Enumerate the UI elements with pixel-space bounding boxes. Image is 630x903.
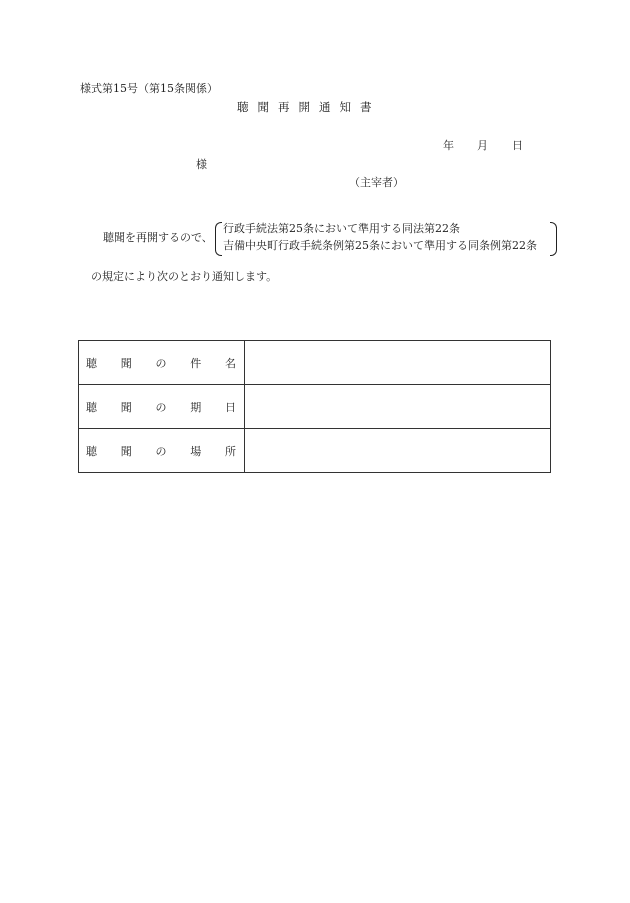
document-title: 聴聞再開通知書 xyxy=(237,100,381,114)
hearing-place-value-cell[interactable] xyxy=(245,429,551,473)
label-char: 所 xyxy=(225,444,236,458)
label-char: 件 xyxy=(190,356,202,370)
addressee-honorific: 様 xyxy=(196,158,207,171)
table-row xyxy=(79,429,551,473)
date-month-label: 月 xyxy=(477,139,488,152)
law-reference-line-2: 吉備中央町行政手続条例第25条において準用する同条例第22条 xyxy=(223,239,537,252)
label-char: の xyxy=(155,444,167,458)
body-suffix-text: の規定により次のとおり通知します。 xyxy=(91,270,278,283)
label-char: 聞 xyxy=(120,356,132,370)
label-char: 名 xyxy=(225,356,236,370)
date-year-label: 年 xyxy=(443,139,454,152)
hearing-date-value-cell[interactable] xyxy=(245,385,551,429)
table-row xyxy=(79,385,551,429)
presider-label: （主宰者） xyxy=(349,176,404,189)
body-prefix-text: 聴聞を再開するので、 xyxy=(103,231,213,244)
label-char: 聴 xyxy=(86,400,97,414)
law-reference-line-1: 行政手続法第25条において準用する同法第22条 xyxy=(223,222,460,235)
label-char: 聞 xyxy=(120,400,132,414)
label-char: の xyxy=(155,400,167,414)
label-char: 日 xyxy=(225,400,236,414)
row-label-hearing-subject xyxy=(79,341,245,385)
left-brace xyxy=(215,222,222,256)
hearing-details-table xyxy=(78,340,551,473)
form-number: 様式第15号（第15条関係） xyxy=(80,82,218,95)
label-char: 聴 xyxy=(86,444,97,458)
row-label-hearing-date xyxy=(79,385,245,429)
label-char: 聞 xyxy=(120,444,132,458)
label-char: 期 xyxy=(190,400,202,414)
right-brace xyxy=(550,222,557,256)
label-char: 場 xyxy=(190,444,202,458)
table-row xyxy=(79,341,551,385)
label-char: の xyxy=(155,356,167,370)
date-day-label: 日 xyxy=(512,139,523,152)
hearing-subject-value-cell[interactable] xyxy=(245,341,551,385)
label-char: 聴 xyxy=(86,356,97,370)
row-label-hearing-place xyxy=(79,429,245,473)
